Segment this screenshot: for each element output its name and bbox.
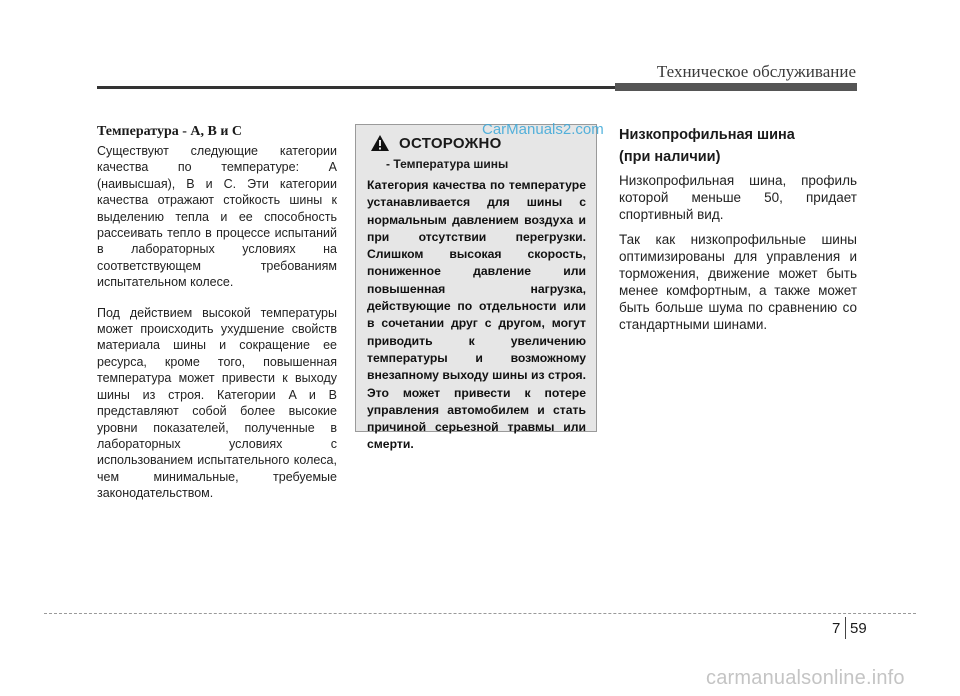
- page-separator: [845, 617, 846, 639]
- warning-triangle-icon: [370, 134, 390, 152]
- watermark-top: CarManuals2.com: [482, 121, 604, 138]
- section-title: Техническое обслуживание: [656, 62, 856, 81]
- right-column: [619, 124, 857, 333]
- temperature-paragraph-2: Под действием высокой температуры может происходить ухудшение свойств материала шины и сокращение ее ресурса, кроме того, повышенная температура может привести к выходу шины из строя. Категории A и B представляют собой более высокие уровни показателей, полученные в лабораторных условиях с использованием испытательного колеса, чем минимальные, требуемые законодательством.: [97, 305, 337, 501]
- warning-subtitle: - Температура шины: [386, 157, 509, 171]
- footer-rule: [44, 613, 916, 614]
- page-number: 59: [850, 620, 867, 637]
- header-rule-accent: [615, 83, 857, 91]
- warning-title: ОСТОРОЖНО: [399, 134, 502, 152]
- watermark-bottom: carmanualsonline.info: [706, 667, 905, 689]
- temperature-paragraph-1: Существуют следующие категории качества по температуре: A (наивысшая), B и C. Эти категории качества отражают стойкость шины к выделению тепла и ее способность рассеивать тепло в процессе испытаний в лабораторных условиях на соответствующем требованиям испытательном колесе.: [97, 144, 337, 290]
- low-profile-heading: Низкопрофильная шина: [619, 127, 795, 143]
- low-profile-paragraph-2: Так как низкопрофильные шины оптимизированы для управления и торможения, движение может быть менее комфортным, а также может быть больше шума по сравнению со стандартными шинами.: [619, 232, 857, 332]
- warning-text: Категория качества по температуре устанавливается для шины с нормальным давлением воздуха и при отсутствии перегрузки. Слишком высокая скорость, пониженное давление или повышенная нагрузка, действующие по отдельности или в сочетании друг с другом, могут приводить к увеличению температуры и возможному внезапному выходу шины из строя. Это может привести к потере управления автомобилем и стать причиной серьезной травмы или смерти.: [367, 178, 586, 452]
- left-column: [97, 124, 337, 502]
- warning-box: [355, 124, 597, 452]
- temperature-heading: Температура - A, B и C: [97, 124, 243, 139]
- low-profile-paragraph-1: Низкопрофильная шина, профиль которой меньше 50, придает спортивный вид.: [619, 173, 857, 222]
- chapter-number: 7: [832, 620, 841, 637]
- low-profile-heading-note: (при наличии): [619, 149, 721, 165]
